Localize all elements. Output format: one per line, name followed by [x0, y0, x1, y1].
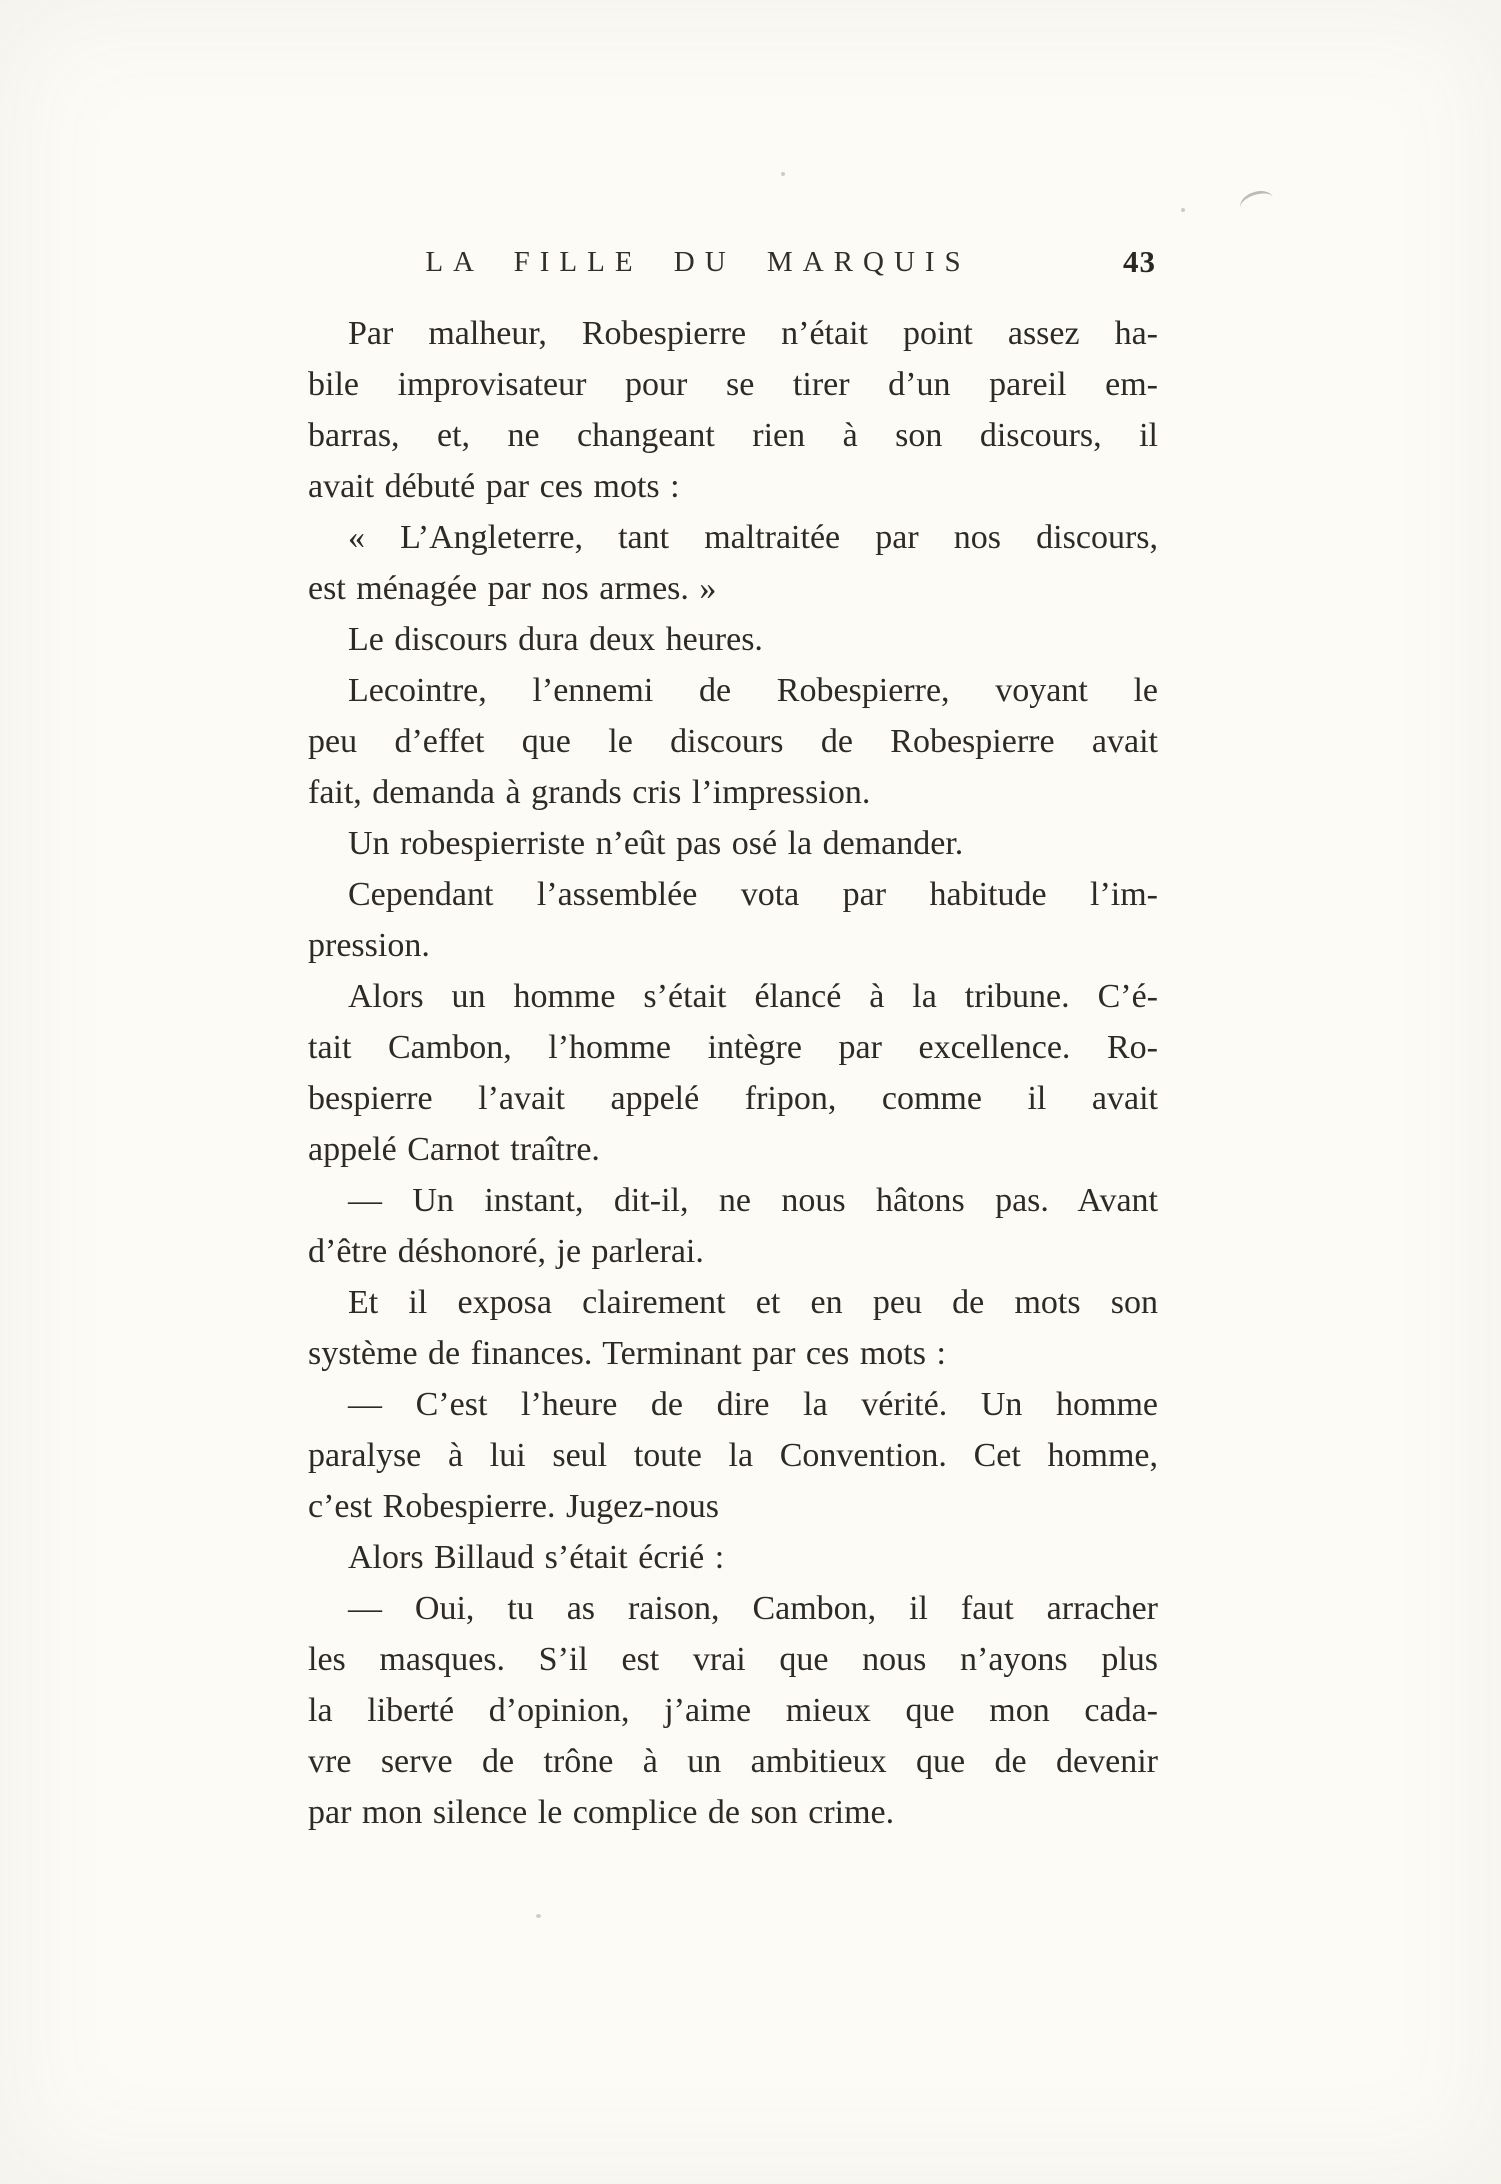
text-line: barras, et, ne changeant rien à son discours, il [308, 417, 1158, 454]
text-line: Le discours dura deux heures. [348, 621, 763, 658]
scan-artifact-mark [1237, 187, 1273, 208]
page-number: 43 [1123, 244, 1156, 279]
text-line: peu d’effet que le discours de Robespierre avait [308, 723, 1158, 760]
text-line: tait Cambon, l’homme intègre par excellence. Ro- [308, 1029, 1158, 1066]
page-title: LA FILLE DU MARQUIS [425, 246, 971, 278]
text-line: — Un instant, dit-il, ne nous hâtons pas. Avant [348, 1182, 1158, 1219]
text-line: Alors un homme s’était élancé à la tribune. C’é- [348, 978, 1158, 1015]
text-line: « L’Angleterre, tant maltraitée par nos discours, [348, 519, 1158, 556]
text-line: Alors Billaud s’était écrié : [348, 1539, 725, 1576]
paragraph [308, 308, 1158, 512]
paragraph [308, 971, 1158, 1175]
paragraph [308, 1277, 1158, 1379]
text-line: pression. [308, 927, 430, 964]
scan-artifact-dot [536, 1914, 541, 1918]
scan-artifact-dot [781, 172, 785, 176]
paragraph [308, 1175, 1158, 1277]
paragraph [308, 512, 1158, 614]
text-line: paralyse à lui seul toute la Convention. Cet homme, [308, 1437, 1158, 1474]
paragraph [308, 818, 1158, 869]
text-line: appelé Carnot traître. [308, 1131, 600, 1168]
text-line: avait débuté par ces mots : [308, 468, 680, 505]
paragraph [308, 665, 1158, 818]
text-line: Cependant l’assemblée vota par habitude l’im- [348, 876, 1158, 913]
text-line: système de finances. Terminant par ces mots : [308, 1335, 946, 1372]
text-line: est ménagée par nos armes. » [308, 570, 717, 607]
text-block [308, 308, 1158, 1838]
text-block-container [308, 246, 1158, 1838]
text-line: Lecointre, l’ennemi de Robespierre, voyant le [348, 672, 1158, 709]
scan-artifact-dot [1181, 208, 1185, 212]
text-line: la liberté d’opinion, j’aime mieux que mon cada- [308, 1692, 1158, 1729]
paragraph [308, 1583, 1158, 1838]
paragraph [308, 869, 1158, 971]
text-line: Un robespierriste n’eût pas osé la demander. [348, 825, 964, 862]
paragraph [308, 1379, 1158, 1532]
text-line: vre serve de trône à un ambitieux que de devenir [308, 1743, 1158, 1780]
text-line: c’est Robespierre. Jugez-nous [308, 1488, 719, 1525]
text-line: par mon silence le complice de son crime. [308, 1794, 895, 1831]
text-line: fait, demanda à grands cris l’impression. [308, 774, 871, 811]
text-line: bespierre l’avait appelé fripon, comme il avait [308, 1080, 1158, 1117]
text-line: d’être déshonoré, je parlerai. [308, 1233, 704, 1270]
text-line: les masques. S’il est vrai que nous n’ayons plus [308, 1641, 1158, 1678]
text-line: — C’est l’heure de dire la vérité. Un homme [348, 1386, 1158, 1423]
text-line: bile improvisateur pour se tirer d’un pareil em- [308, 366, 1158, 403]
running-header [308, 246, 1158, 298]
text-line: Et il exposa clairement et en peu de mots son [348, 1284, 1158, 1321]
text-line: — Oui, tu as raison, Cambon, il faut arracher [348, 1590, 1158, 1627]
paragraph [308, 1532, 1158, 1583]
paragraph [308, 614, 1158, 665]
text-line: Par malheur, Robespierre n’était point assez ha- [348, 315, 1158, 352]
